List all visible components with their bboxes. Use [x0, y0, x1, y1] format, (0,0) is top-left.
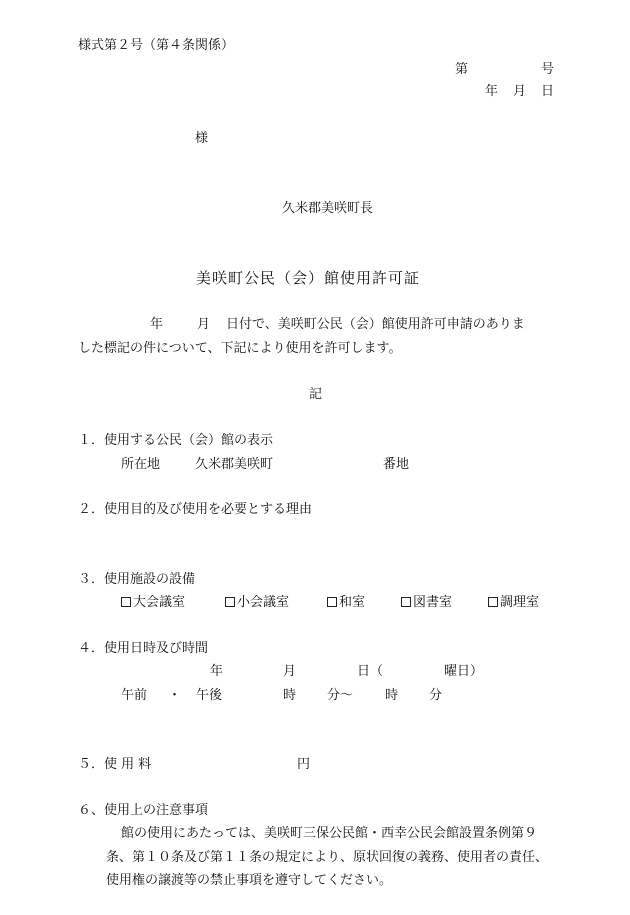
form-number: 様式第２号（第４条関係） — [78, 38, 235, 53]
start-hour: 時 — [283, 688, 297, 703]
am-label: 午前 — [121, 688, 148, 703]
page-title: 美咲町公民（会）館使用許可証 — [196, 269, 421, 287]
notice-line1: 館の使用にあたっては、美咲町三保公民館・西幸公民会館設置条例第９ — [121, 826, 538, 841]
checkbox-icon[interactable] — [121, 597, 131, 607]
section2-heading: ２．使用目的及び使用を必要とする理由 — [78, 502, 313, 517]
start-minute: 分～ — [327, 688, 354, 703]
notice-line3: 使用権の譲渡等の禁止事項を遵守してください。 — [106, 873, 393, 888]
use-day: 日（ — [357, 664, 384, 679]
checkbox-icon[interactable] — [225, 597, 235, 607]
intro-text-line2: した標記の件について、下記により使用を許可します。 — [78, 341, 402, 356]
issuer: 久米郡美咲町長 — [282, 201, 374, 216]
intro-month: 月 — [197, 317, 211, 332]
date-month: 月 — [513, 84, 527, 99]
fee-unit: 円 — [297, 757, 311, 772]
checkbox-option-library[interactable]: 図書室 — [401, 595, 452, 611]
banchi-label: 番地 — [383, 457, 410, 472]
checkbox-option-small-room[interactable]: 小会議室 — [225, 595, 289, 611]
date-day: 日 — [541, 84, 555, 99]
checkbox-icon[interactable] — [327, 597, 337, 607]
section1-heading: １．使用する公民（会）館の表示 — [78, 433, 274, 448]
checkbox-option-japanese-room[interactable]: 和室 — [327, 595, 365, 611]
section3-heading: ３．使用施設の設備 — [78, 572, 196, 587]
checkbox-option-large-room[interactable]: 大会議室 — [121, 595, 185, 611]
addressee-honorific: 様 — [195, 131, 209, 146]
checkbox-icon[interactable] — [401, 597, 411, 607]
number-prefix: 第 — [455, 62, 469, 77]
location-label: 所在地 — [121, 457, 161, 472]
pm-label: 午後 — [196, 688, 223, 703]
notice-line2: 条、第１０条及び第１１条の規定により、原状回復の義務、使用者の責任、 — [106, 850, 549, 865]
checkbox-icon[interactable] — [488, 597, 498, 607]
end-minute: 分 — [429, 688, 443, 703]
intro-text-line1: 日付で、美咲町公民（会）館使用許可申請のありま — [226, 317, 525, 332]
section4-heading: ４．使用日時及び時間 — [78, 641, 209, 656]
intro-year: 年 — [150, 317, 164, 332]
checkbox-option-kitchen[interactable]: 調理室 — [488, 595, 539, 611]
end-hour: 時 — [385, 688, 399, 703]
am-pm-separator: ・ — [168, 688, 182, 703]
ki-label: 記 — [309, 387, 323, 402]
use-year: 年 — [210, 664, 224, 679]
section6-heading: ６、使用上の注意事項 — [78, 803, 209, 818]
use-month: 月 — [283, 664, 297, 679]
use-weekday: 曜日） — [444, 664, 484, 679]
date-year: 年 — [485, 84, 499, 99]
location-value: 久米郡美咲町 — [195, 457, 274, 472]
number-suffix: 号 — [541, 62, 555, 77]
section5-heading: ５．使 用 料 — [78, 757, 152, 772]
